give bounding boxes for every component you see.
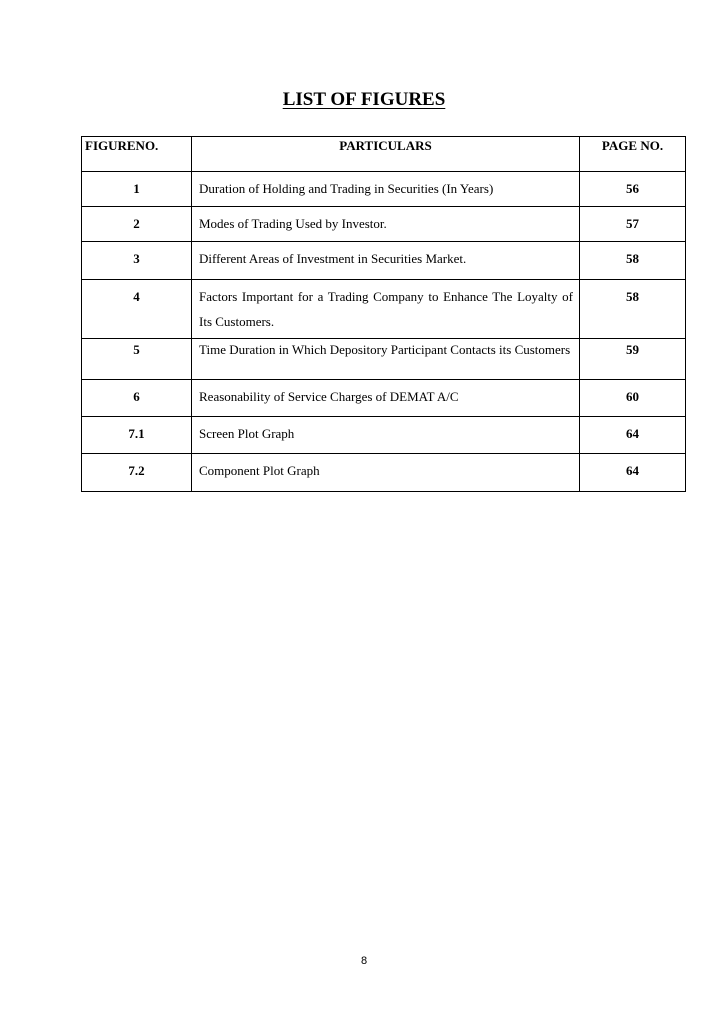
header-figure-no: FIGURENO. bbox=[82, 137, 192, 172]
figure-page: 59 bbox=[580, 339, 686, 380]
header-page-no: PAGE NO. bbox=[580, 137, 686, 172]
figure-particulars: Factors Important for a Trading Company to Enhance The Loyalty of Its Customers. bbox=[192, 280, 580, 339]
figure-number: 3 bbox=[82, 242, 192, 280]
table-row bbox=[82, 207, 686, 242]
page-title bbox=[0, 89, 728, 111]
figure-number: 6 bbox=[82, 380, 192, 417]
figure-page: 64 bbox=[580, 417, 686, 454]
table-row bbox=[82, 172, 686, 207]
table-row bbox=[82, 280, 686, 339]
table-row bbox=[82, 454, 686, 492]
figure-number: 1 bbox=[82, 172, 192, 207]
figure-page: 60 bbox=[580, 380, 686, 417]
figure-number: 7.1 bbox=[82, 417, 192, 454]
figure-page: 58 bbox=[580, 242, 686, 280]
figure-number: 4 bbox=[82, 280, 192, 339]
table-header-row bbox=[82, 137, 686, 172]
table-row bbox=[82, 417, 686, 454]
table-row bbox=[82, 242, 686, 280]
figure-particulars: Component Plot Graph bbox=[192, 454, 580, 492]
figure-particulars: Screen Plot Graph bbox=[192, 417, 580, 454]
figure-particulars: Modes of Trading Used by Investor. bbox=[192, 207, 580, 242]
figure-number: 2 bbox=[82, 207, 192, 242]
figures-table bbox=[81, 136, 686, 492]
figure-page: 58 bbox=[580, 280, 686, 339]
figure-page: 64 bbox=[580, 454, 686, 492]
header-particulars: PARTICULARS bbox=[192, 137, 580, 172]
table-row bbox=[82, 380, 686, 417]
figure-particulars: Time Duration in Which Depository Participant Contacts its Customers bbox=[192, 339, 580, 380]
figure-page: 56 bbox=[580, 172, 686, 207]
page-number: 8 bbox=[360, 955, 368, 967]
figure-particulars: Different Areas of Investment in Securities Market. bbox=[192, 242, 580, 280]
figure-number: 5 bbox=[82, 339, 192, 380]
table-row bbox=[82, 339, 686, 380]
page-title-text: LIST OF FIGURES bbox=[282, 89, 446, 110]
figure-particulars: Reasonability of Service Charges of DEMAT A/C bbox=[192, 380, 580, 417]
figure-number: 7.2 bbox=[82, 454, 192, 492]
figure-particulars: Duration of Holding and Trading in Securities (In Years) bbox=[192, 172, 580, 207]
figure-page: 57 bbox=[580, 207, 686, 242]
